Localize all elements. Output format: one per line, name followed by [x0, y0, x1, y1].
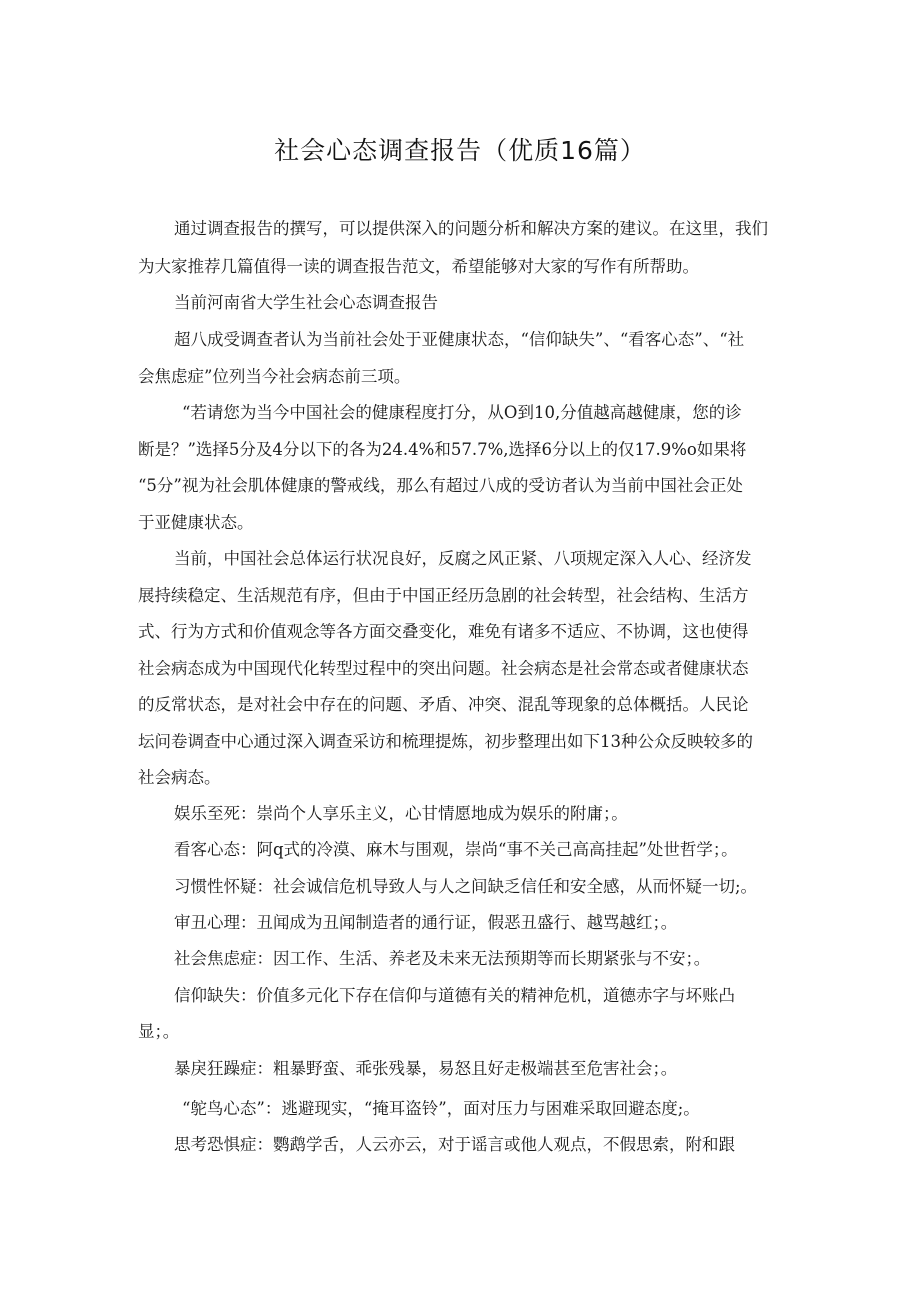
paragraph-line: 社会病态成为中国现代化转型过程中的突出问题。社会病态是社会常态或者健康状态 — [138, 659, 749, 678]
paragraph-line: 暴戾狂躁症：粗暴野蛮、乖张残暴，易怒且好走极端甚至危害社会；。 — [174, 1059, 678, 1078]
paragraph-line: 的反常状态，是对社会中存在的问题、矛盾、冲突、混乱等现象的总体概括。人民论 — [138, 695, 749, 714]
paragraph-line: 信仰缺失：价值多元化下存在信仰与道德有关的精神危机，道德赤字与坏账凸 — [174, 986, 735, 1005]
paragraph-line: 娱乐至死：崇尚个人享乐主义，心甘情愿地成为娱乐的附庸；。 — [174, 804, 628, 823]
paragraph-line: 审丑心理：丑闻成为丑闻制造者的通行证，假恶丑盛行、越骂越红；。 — [174, 913, 678, 932]
paragraph-line: 于亚健康状态。 — [138, 513, 254, 532]
paragraph-line: 当前，中国社会总体运行状况良好，反腐之风正紧、八项规定深入人心、经济发 — [174, 549, 752, 568]
paragraph-line: 社会病态。 — [138, 768, 221, 787]
paragraph-line: 当前河南省大学生社会心态调查报告 — [174, 293, 438, 312]
paragraph-line: “5分”视为社会肌体健康的警戒线，那么有超过八成的受访者认为当前中国社会正处 — [138, 476, 743, 495]
paragraph-line: 社会焦虑症：因工作、生活、养老及未来无法预期等而长期紧张与不安；。 — [174, 949, 711, 968]
paragraph-line: 习惯性怀疑：社会诚信危机导致人与人之间缺乏信任和安全感，从而怀疑一切;。 — [174, 877, 758, 896]
paragraph-line: 会焦虑症”位列当今社会病态前三项。 — [138, 367, 411, 386]
paragraph-line: 显；。 — [138, 1022, 180, 1041]
paragraph-line: 坛问卷调查中心通过深入调查采访和梳理提炼，初步整理出如下13种公众反映较多的 — [138, 732, 753, 751]
paragraph-line: “鸵鸟心态”：逃避现实，“掩耳盗铃”，面对压力与困难采取回避态度;。 — [182, 1099, 700, 1118]
document-title: 社会心态调查报告（优质16篇） — [274, 136, 646, 165]
paragraph-line: “若请您为当今中国社会的健康程度打分，从O到10,分值越高越健康，您的诊 — [182, 403, 742, 422]
paragraph-line: 通过调查报告的撰写，可以提供深入的问题分析和解决方案的建议。在这里，我们 — [174, 219, 768, 238]
paragraph-line: 断是？”选择5分及4分以下的各为24.4%和57.7%,选择6分以上的仅17.9%o如果将 — [138, 440, 747, 459]
paragraph-line: 展持续稳定、生活规范有序，但由于中国正经历急剧的社会转型，社会结构、生活方 — [138, 586, 749, 605]
paragraph-line: 为大家推荐几篇值得一读的调查报告范文，希望能够对大家的写作有所帮助。 — [138, 257, 699, 276]
paragraph-line: 超八成受调查者认为当前社会处于亚健康状态，“信仰缺失”、“看客心态”、“社 — [174, 330, 745, 349]
paragraph-line: 看客心态：阿q式的冷漠、麻木与围观，崇尚“事不关己高高挂起”处世哲学；。 — [174, 840, 738, 859]
paragraph-line: 思考恐惧症：鹦鹉学舌，人云亦云，对于谣言或他人观点，不假思索，附和跟 — [174, 1135, 735, 1154]
paragraph-line: 式、行为方式和价值观念等各方面交叠变化，难免有诸多不适应、不协调，这也使得 — [138, 622, 749, 641]
